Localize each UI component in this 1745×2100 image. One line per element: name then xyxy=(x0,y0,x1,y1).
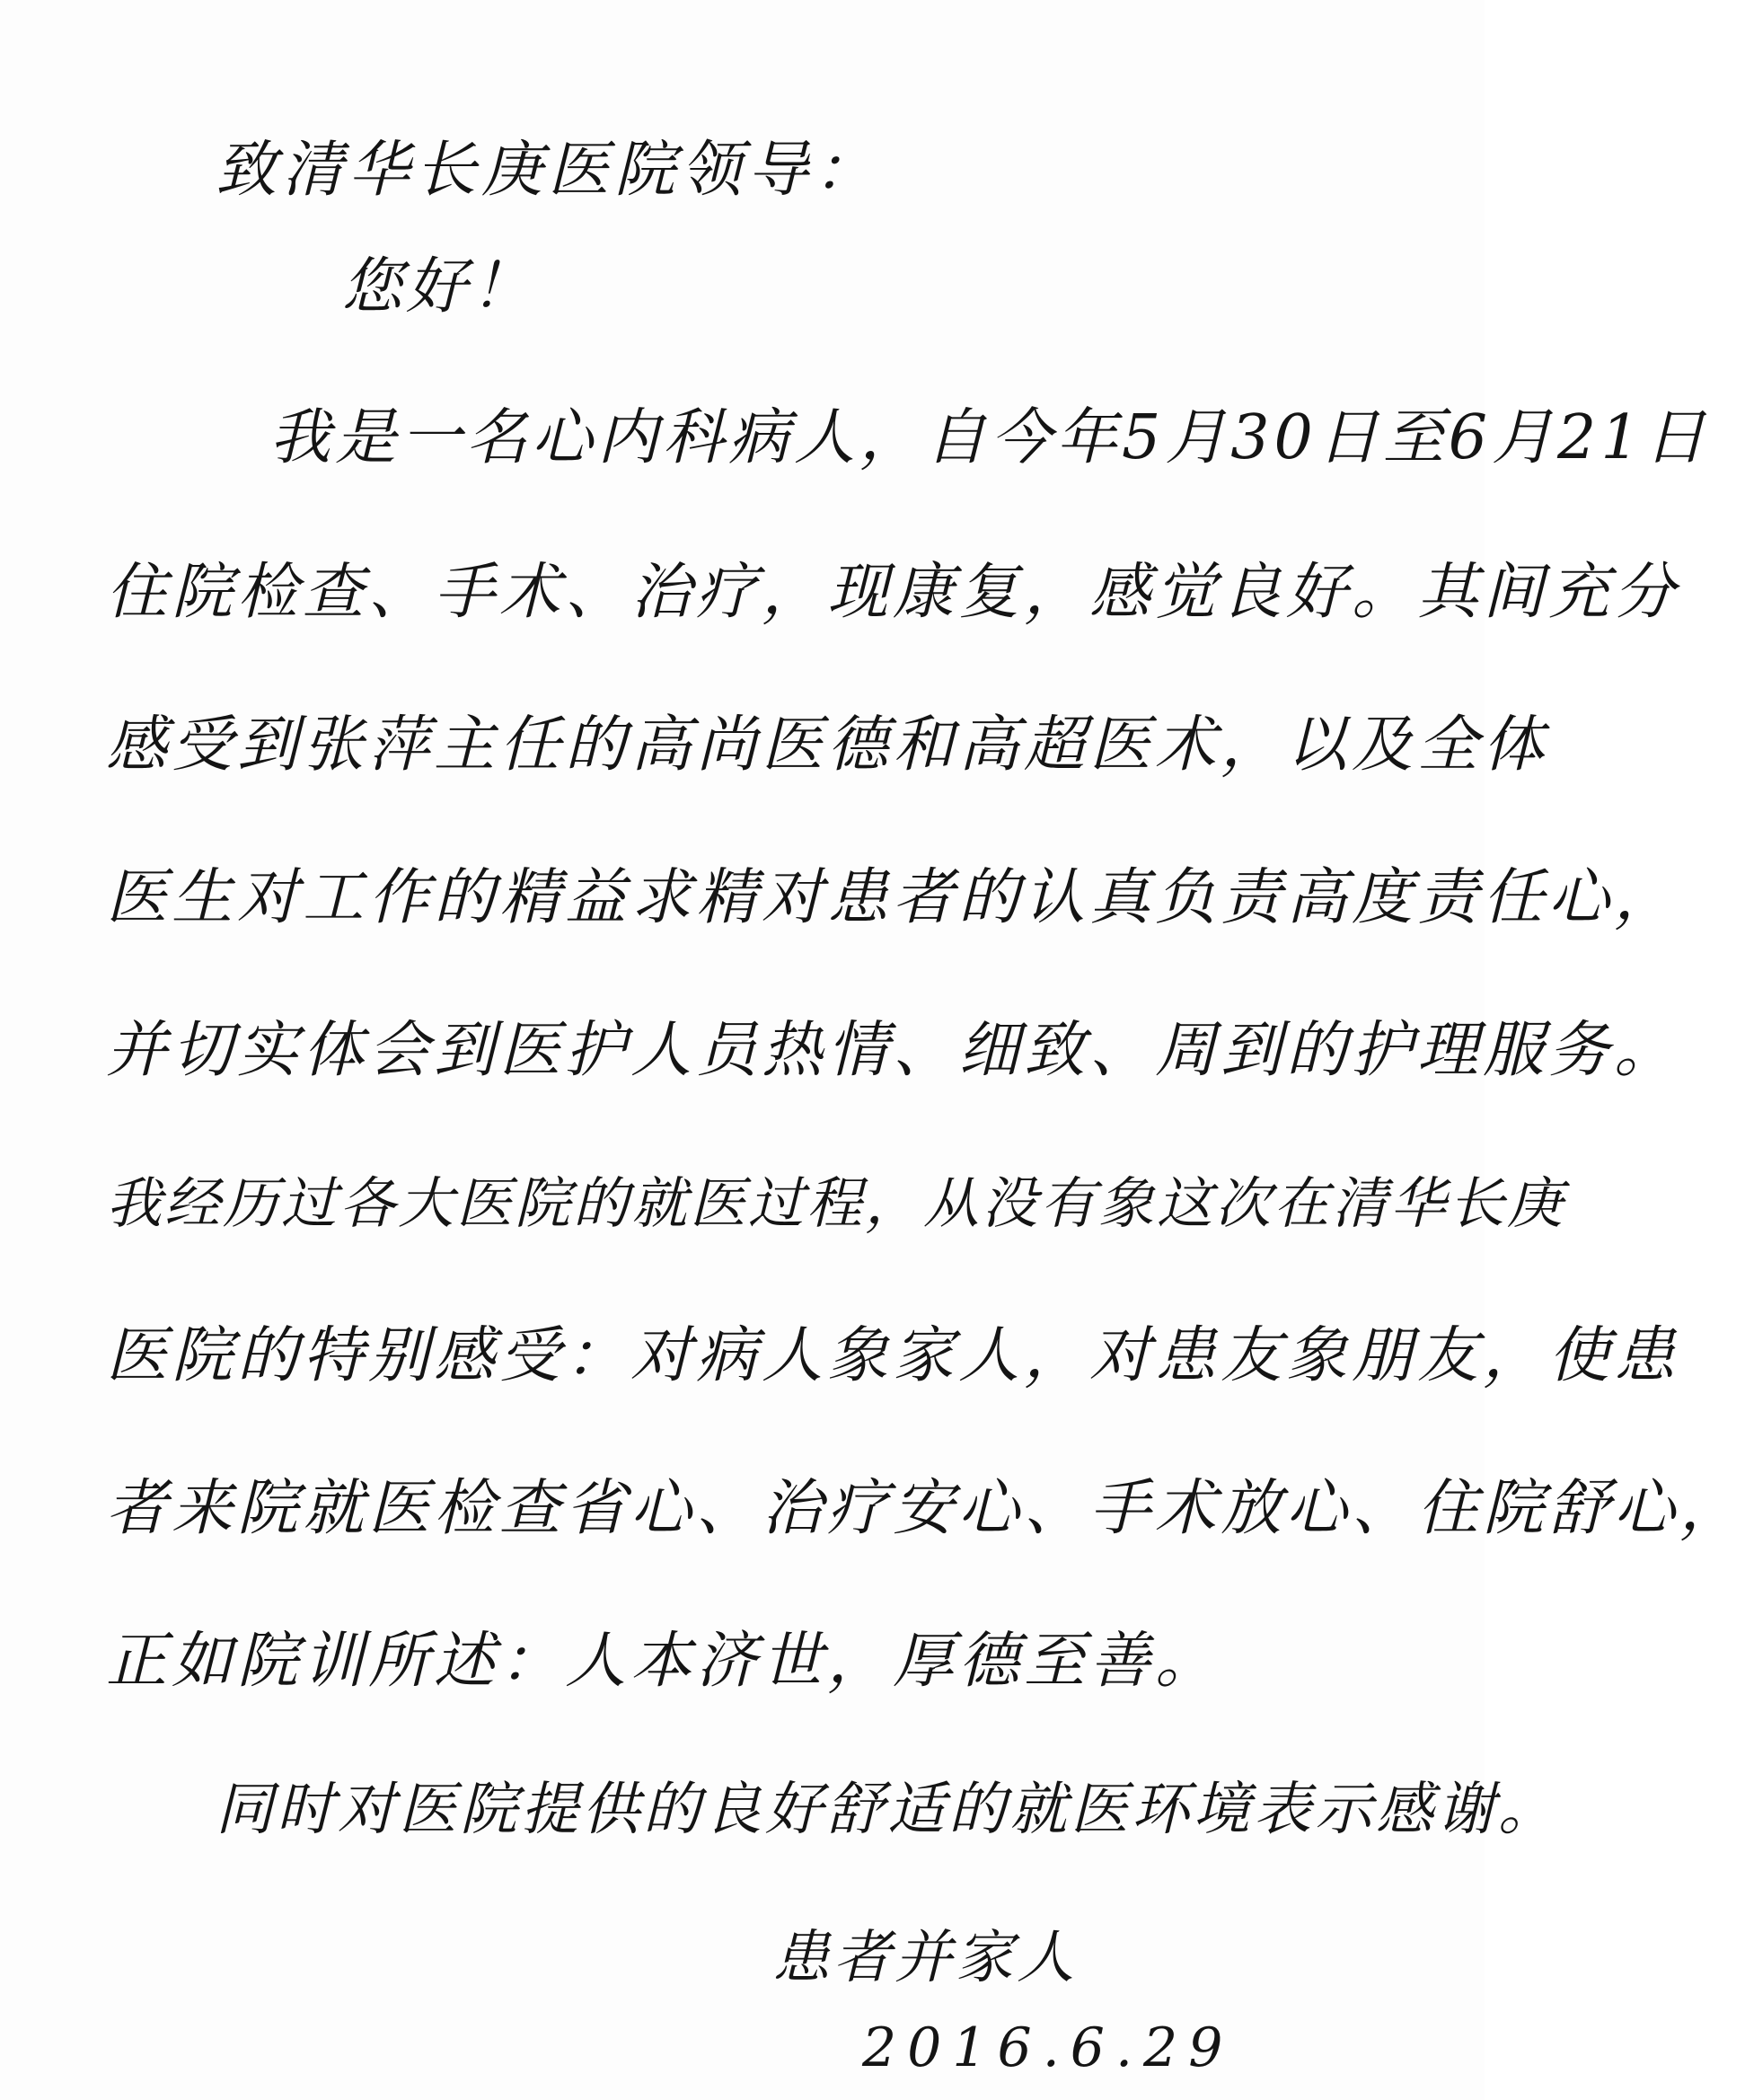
letter-salutation: 致清华长庚医院领导： xyxy=(216,135,881,206)
letter-line: 我是一名心内科病人，自今年5月30日至6月21日 xyxy=(269,402,1710,473)
letter-line: 正如院训所述：人本济世，厚德至善。 xyxy=(106,1626,1221,1697)
letter-closing: 同时对医院提供的良好舒适的就医环境表示感谢。 xyxy=(216,1777,1559,1843)
letter-line: 住院检查、手术、治疗，现康复，感觉良好。其间充分 xyxy=(106,557,1680,628)
letter-signature: 患者并家人 xyxy=(772,1925,1078,1991)
letter-line: 我经历过各大医院的就医过程，从没有象这次在清华长庚 xyxy=(106,1170,1566,1236)
letter-greeting: 您好！ xyxy=(341,251,536,322)
letter-date: 2016.6.29 xyxy=(862,2016,1234,2079)
letter-line: 并切实体会到医护人员热情、细致、周到的护理服务。 xyxy=(106,1015,1680,1086)
letter-line: 医生对工作的精益求精对患者的认真负责高度责任心， xyxy=(106,862,1680,933)
letter-line: 感受到张萍主任的高尚医德和高超医术，以及全体 xyxy=(106,710,1549,781)
letter-line: 者来院就医检查省心、治疗安心、手术放心、住院舒心， xyxy=(106,1473,1745,1544)
letter-line: 医院的特别感受：对病人象家人，对患友象朋友，使患 xyxy=(106,1320,1680,1391)
